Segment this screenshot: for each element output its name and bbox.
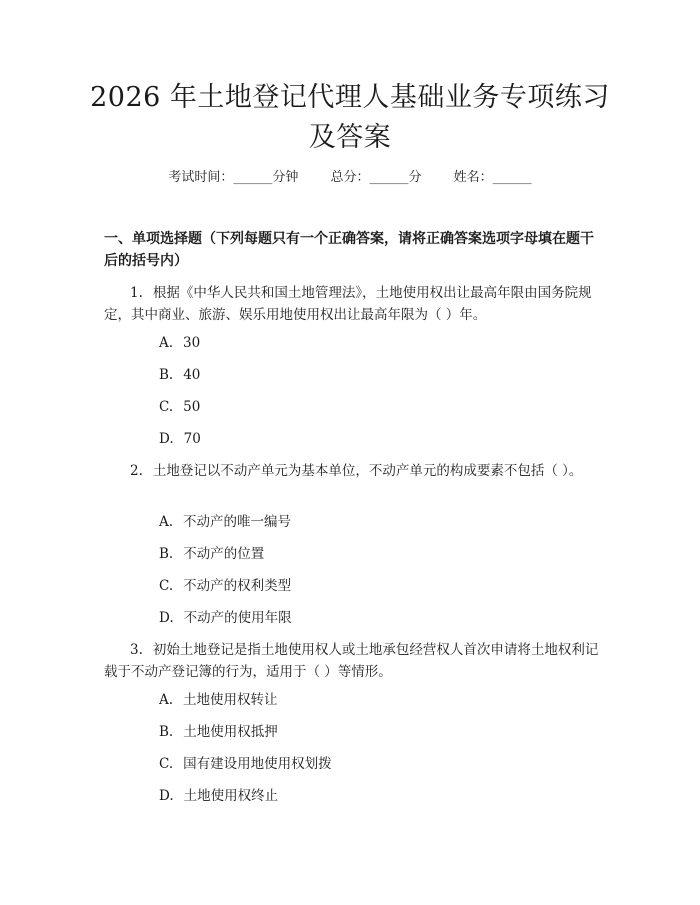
exam-time-field: 考试时间：______分钟 — [168, 170, 299, 185]
option-text: 40 — [183, 367, 201, 383]
question-2-option-b — [159, 544, 264, 564]
option-text: 70 — [183, 431, 201, 447]
option-text: 不动产的权利类型 — [183, 578, 292, 594]
question-2-option-a — [159, 512, 291, 532]
option-letter: C. — [159, 578, 174, 594]
option-letter: C. — [159, 756, 174, 772]
question-number: 3. — [130, 642, 143, 658]
question-text: 根据《中华人民共和国土地管理法》，土地使用权出让最高年限由国务院规定，其中商业、旅游、娱乐用地使用权出让最高年限为（ ）年。 — [104, 285, 592, 323]
question-2-option-c — [159, 576, 291, 596]
question-1-option-a — [159, 333, 200, 353]
option-letter: D. — [159, 610, 174, 626]
option-text: 土地使用权转让 — [183, 692, 278, 708]
question-3-option-d — [159, 786, 278, 806]
option-letter: B. — [159, 546, 174, 562]
question-number: 1. — [130, 285, 143, 301]
question-3 — [104, 639, 604, 683]
option-text: 不动产的位置 — [183, 546, 265, 562]
option-letter: B. — [159, 724, 174, 740]
question-number: 2. — [130, 463, 143, 479]
document-title: 2026 年土地登记代理人基础业务专项练习及答案 — [90, 82, 610, 153]
question-2 — [104, 460, 604, 482]
question-1-option-c — [159, 397, 200, 417]
option-text: 土地使用权终止 — [183, 788, 279, 804]
question-text: 土地登记以不动产单元为基本单位，不动产单元的构成要素不包括（ ）。 — [152, 463, 583, 479]
question-3-option-c — [159, 754, 332, 774]
option-letter: A. — [159, 692, 174, 708]
section-heading: 一、单项选择题（下列每题只有一个正确答案，请将正确答案选项字母填在题干后的括号内） — [104, 231, 594, 269]
student-name-field: 姓名：______ — [453, 170, 532, 185]
option-text: 30 — [183, 335, 201, 351]
option-letter: A. — [159, 335, 174, 351]
option-text: 50 — [183, 399, 201, 415]
question-3-option-a — [159, 690, 278, 710]
total-score-field: 总分：______分 — [330, 170, 422, 185]
question-1-option-d — [159, 429, 201, 449]
exam-info-line — [0, 168, 700, 188]
question-1 — [104, 282, 604, 326]
option-letter: A. — [159, 514, 174, 530]
question-3-option-b — [159, 722, 278, 742]
option-text: 不动产的使用年限 — [183, 610, 292, 626]
question-1-option-b — [159, 365, 200, 385]
option-letter: D. — [159, 788, 174, 804]
question-text: 初始土地登记是指土地使用权人或土地承包经营权人首次申请将土地权利记载于不动产登记簿的行为，适用于（ ）等情形。 — [104, 642, 599, 680]
option-text: 土地使用权抵押 — [183, 724, 278, 740]
option-text: 国有建设用地使用权划拨 — [183, 756, 332, 772]
option-letter: B. — [159, 367, 174, 383]
question-2-option-d — [159, 608, 292, 628]
option-letter: C. — [159, 399, 174, 415]
option-text: 不动产的唯一编号 — [183, 514, 292, 530]
option-letter: D. — [159, 431, 174, 447]
